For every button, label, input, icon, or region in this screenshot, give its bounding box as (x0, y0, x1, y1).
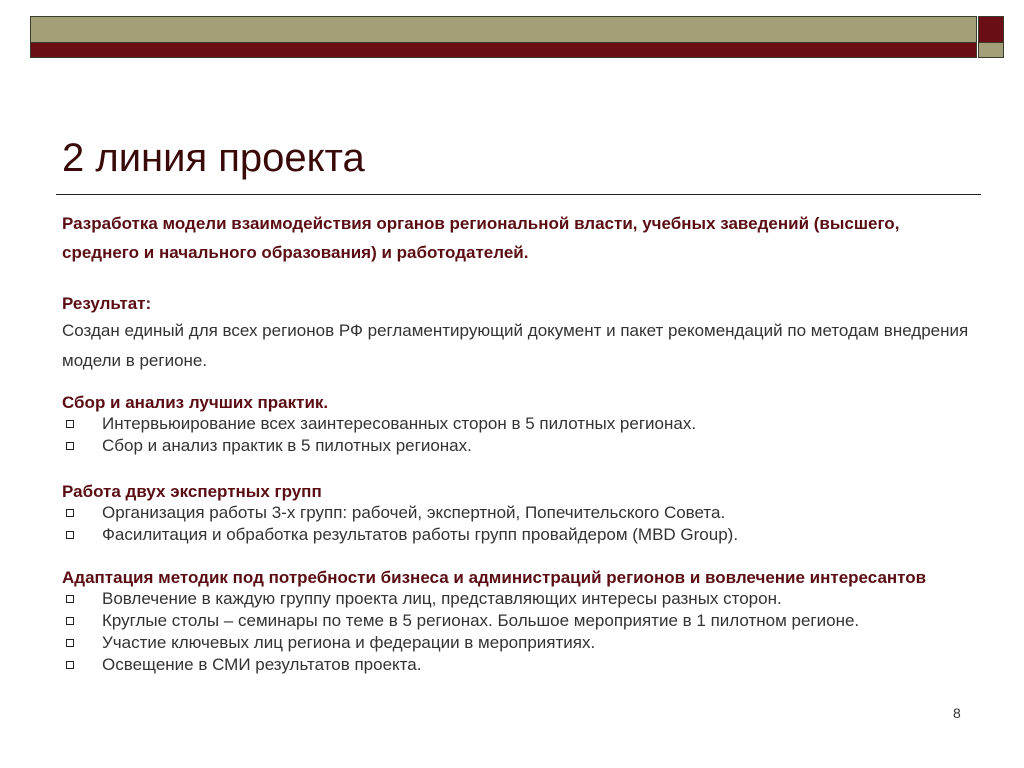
section-heading: Работа двух экспертных групп (62, 482, 322, 501)
list-item: Организация работы 3-х групп: рабочей, экспертной, Попечительского Совета. (62, 502, 982, 524)
bullet-list (62, 413, 982, 457)
list-item: Освещение в СМИ результатов проекта. (62, 654, 982, 676)
intro-text: Разработка модели взаимодействия органов региональной власти, учебных заведений (высшего, среднего и начального образования) и работодателей. (62, 214, 900, 262)
list-item: Вовлечение в каждую группу проекта лиц, представляющих интересы разных сторон. (62, 588, 982, 610)
result-text: Создан единый для всех регионов РФ регламентирующий документ и пакет рекомендаций по методам внедрения модели в регионе. (62, 321, 969, 370)
section-heading: Сбор и анализ лучших практик. (62, 393, 329, 412)
section-heading: Адаптация методик под потребности бизнеса и администраций регионов и вовлечение интересантов (62, 568, 927, 587)
square-bullet-icon (66, 661, 74, 669)
square-bullet-icon (66, 531, 74, 539)
square-bullet-icon (66, 509, 74, 517)
square-bullet-icon (66, 617, 74, 625)
page-number: 8 (953, 705, 961, 721)
header-olive-stripe (30, 16, 977, 43)
list-item: Интервьюирование всех заинтересованных сторон в 5 пилотных регионах. (62, 413, 982, 435)
slide-title: 2 линия проекта (62, 136, 365, 180)
result-label: Результат: (62, 294, 152, 313)
section-adaptation (62, 567, 982, 676)
list-item: Фасилитация и обработка результатов работы групп провайдером (MBD Group). (62, 524, 982, 546)
title-divider (56, 194, 981, 195)
bullet-list (62, 502, 982, 546)
section-best-practices (62, 392, 982, 457)
corner-maroon-square (978, 16, 1004, 43)
header-decoration-bar (30, 16, 977, 58)
section-expert-groups (62, 481, 982, 546)
bullet-list (62, 588, 982, 676)
header-maroon-stripe (30, 43, 977, 58)
list-item: Участие ключевых лиц региона и федерации в мероприятиях. (62, 632, 982, 654)
corner-olive-square (978, 43, 1004, 58)
square-bullet-icon (66, 420, 74, 428)
square-bullet-icon (66, 442, 74, 450)
square-bullet-icon (66, 639, 74, 647)
list-item: Сбор и анализ практик в 5 пилотных регионах. (62, 435, 982, 457)
list-item: Круглые столы – семинары по теме в 5 регионах. Большое мероприятие в 1 пилотном регионе. (62, 610, 982, 632)
square-bullet-icon (66, 595, 74, 603)
